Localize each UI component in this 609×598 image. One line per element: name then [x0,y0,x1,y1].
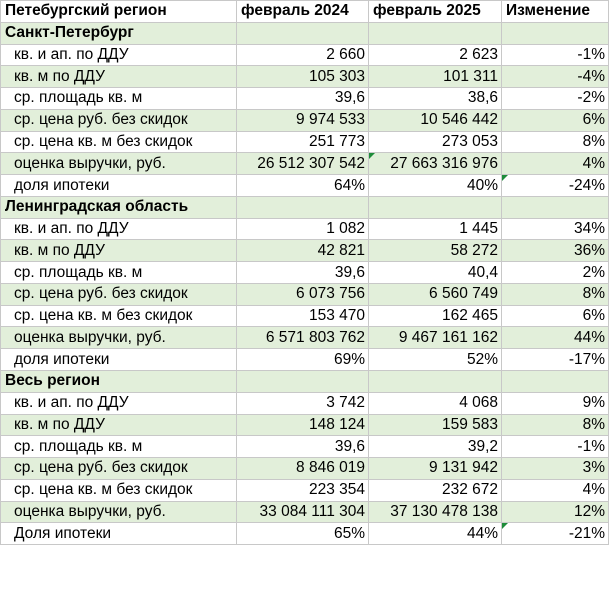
row-label[interactable]: ср. цена руб. без скидок [1,458,237,480]
section-header-row [1,196,609,218]
row-label[interactable]: доля ипотеки [1,175,237,197]
empty-cell[interactable] [237,371,369,393]
value-feb-2025[interactable]: 40% [369,175,502,197]
value-feb-2025[interactable]: 38,6 [369,88,502,110]
table-row [1,327,609,349]
change-value[interactable]: -24% [502,175,609,197]
value-feb-2024[interactable]: 9 974 533 [237,109,369,131]
row-label[interactable]: ср. цена кв. м без скидок [1,131,237,153]
row-label[interactable]: кв. м по ДДУ [1,414,237,436]
empty-cell[interactable] [369,371,502,393]
value-feb-2024[interactable]: 39,6 [237,436,369,458]
value-feb-2024[interactable]: 39,6 [237,262,369,284]
row-label[interactable]: ср. площадь кв. м [1,436,237,458]
change-value[interactable]: 3% [502,458,609,480]
value-feb-2025[interactable]: 232 672 [369,479,502,501]
value-feb-2024[interactable]: 42 821 [237,240,369,262]
row-label[interactable]: Доля ипотеки [1,523,237,545]
table-row [1,240,609,262]
table-row [1,88,609,110]
value-feb-2024[interactable]: 2 660 [237,44,369,66]
change-value[interactable]: 6% [502,109,609,131]
change-value[interactable]: 2% [502,262,609,284]
value-feb-2024[interactable]: 33 084 111 304 [237,501,369,523]
value-feb-2024[interactable]: 3 742 [237,392,369,414]
table-row [1,109,609,131]
table-row [1,44,609,66]
table-row [1,436,609,458]
value-feb-2025[interactable]: 273 053 [369,131,502,153]
table-row [1,175,609,197]
empty-cell[interactable] [502,371,609,393]
row-label[interactable]: кв. м по ДДУ [1,66,237,88]
row-label[interactable]: кв. и ап. по ДДУ [1,44,237,66]
table-row [1,131,609,153]
value-feb-2024[interactable]: 8 846 019 [237,458,369,480]
row-label[interactable]: ср. цена руб. без скидок [1,283,237,305]
value-feb-2025[interactable]: 162 465 [369,305,502,327]
value-feb-2025[interactable]: 101 311 [369,66,502,88]
row-label[interactable]: ср. площадь кв. м [1,88,237,110]
value-feb-2025[interactable]: 39,2 [369,436,502,458]
value-feb-2025[interactable]: 1 445 [369,218,502,240]
value-feb-2024[interactable]: 39,6 [237,88,369,110]
change-value[interactable]: 8% [502,131,609,153]
value-feb-2024[interactable]: 6 073 756 [237,283,369,305]
change-value[interactable]: 12% [502,501,609,523]
empty-cell[interactable] [502,22,609,44]
value-feb-2025[interactable]: 2 623 [369,44,502,66]
value-feb-2024[interactable]: 223 354 [237,479,369,501]
change-value[interactable]: -2% [502,88,609,110]
value-feb-2025[interactable]: 58 272 [369,240,502,262]
table-row [1,479,609,501]
change-value[interactable]: 36% [502,240,609,262]
change-value[interactable]: -17% [502,349,609,371]
empty-cell[interactable] [369,22,502,44]
table-row [1,218,609,240]
change-value[interactable]: -4% [502,66,609,88]
value-feb-2025[interactable]: 159 583 [369,414,502,436]
value-feb-2025[interactable]: 44% [369,523,502,545]
table-row [1,262,609,284]
table-row [1,392,609,414]
table-row [1,66,609,88]
value-feb-2024[interactable]: 105 303 [237,66,369,88]
row-label[interactable]: кв. и ап. по ДДУ [1,392,237,414]
header-feb-2025[interactable]: февраль 2025 [369,1,502,23]
change-value[interactable]: 9% [502,392,609,414]
row-label[interactable]: оценка выручки, руб. [1,501,237,523]
table-row [1,523,609,545]
change-value[interactable]: 8% [502,414,609,436]
empty-cell[interactable] [237,22,369,44]
row-label[interactable]: доля ипотеки [1,349,237,371]
value-feb-2025[interactable]: 40,4 [369,262,502,284]
change-value[interactable]: -1% [502,44,609,66]
section-header-row [1,22,609,44]
table-row [1,414,609,436]
row-label[interactable]: ср. площадь кв. м [1,262,237,284]
table-row [1,283,609,305]
header-region[interactable]: Петебургский регион [1,1,237,23]
change-value[interactable]: 8% [502,283,609,305]
table-row [1,305,609,327]
value-feb-2025[interactable]: 4 068 [369,392,502,414]
value-feb-2025[interactable]: 52% [369,349,502,371]
value-feb-2024[interactable]: 26 512 307 542 [237,153,369,175]
value-feb-2024[interactable]: 69% [237,349,369,371]
value-feb-2025[interactable]: 9 467 161 162 [369,327,502,349]
value-feb-2024[interactable]: 65% [237,523,369,545]
table-row [1,501,609,523]
row-label[interactable]: ср. цена кв. м без скидок [1,479,237,501]
change-value[interactable]: 6% [502,305,609,327]
empty-cell[interactable] [237,196,369,218]
value-feb-2025[interactable]: 9 131 942 [369,458,502,480]
section-title[interactable]: Санкт-Петербург [1,22,237,44]
row-label[interactable]: ср. цена руб. без скидок [1,109,237,131]
change-value[interactable]: 4% [502,153,609,175]
row-label[interactable]: кв. м по ДДУ [1,240,237,262]
empty-cell[interactable] [369,196,502,218]
value-feb-2025[interactable]: 6 560 749 [369,283,502,305]
header-change[interactable]: Изменение [502,1,609,23]
table-row [1,153,609,175]
change-value[interactable]: -1% [502,436,609,458]
value-feb-2025[interactable]: 10 546 442 [369,109,502,131]
header-row [1,1,609,23]
row-label[interactable]: оценка выручки, руб. [1,327,237,349]
row-label[interactable]: ср. цена кв. м без скидок [1,305,237,327]
value-feb-2024[interactable]: 1 082 [237,218,369,240]
value-feb-2025[interactable]: 27 663 316 976 [369,153,502,175]
value-feb-2024[interactable]: 148 124 [237,414,369,436]
table-row [1,458,609,480]
change-value[interactable]: 34% [502,218,609,240]
value-feb-2025[interactable]: 37 130 478 138 [369,501,502,523]
change-value[interactable]: 44% [502,327,609,349]
table-row [1,349,609,371]
row-label[interactable]: кв. и ап. по ДДУ [1,218,237,240]
empty-cell[interactable] [502,196,609,218]
row-label[interactable]: оценка выручки, руб. [1,153,237,175]
value-feb-2024[interactable]: 251 773 [237,131,369,153]
section-title[interactable]: Ленинградская область [1,196,237,218]
value-feb-2024[interactable]: 153 470 [237,305,369,327]
header-feb-2024[interactable]: февраль 2024 [237,1,369,23]
change-value[interactable]: 4% [502,479,609,501]
section-title[interactable]: Весь регион [1,371,237,393]
value-feb-2024[interactable]: 64% [237,175,369,197]
value-feb-2024[interactable]: 6 571 803 762 [237,327,369,349]
section-header-row [1,371,609,393]
change-value[interactable]: -21% [502,523,609,545]
